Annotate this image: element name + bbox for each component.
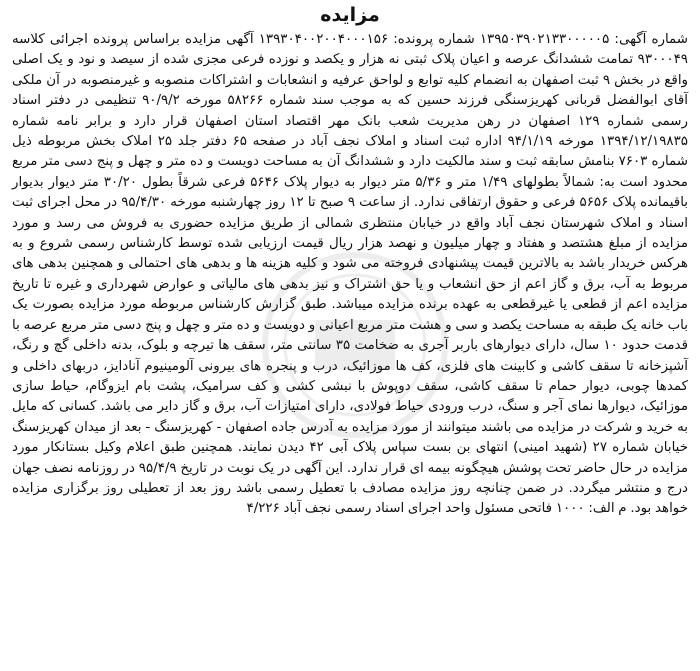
notice-body: [12, 30, 688, 520]
notice-paragraph: شماره آگهی: ۱۳۹۵۰۳۹۰۲۱۳۳۰۰۰۰۰۵ شماره پرونده: ۱۳۹۳۰۴۰۰۲۰۰۴۰۰۰۱۵۶ آگهی مزایده براساس پرونده اجرائی کلاسه ۹۳۰۰۰۴۹ تمامت ششدانگ عرصه و اعیان پلاک ثبتی نه هزار و یکصد و نوزده فرعی مجزی شده از سیصد و نود و یک اصلی واقع در بخش ۹ ثبت اصفهان به انضمام کلیه توابع و لواحق عرفیه و انشعابات و اشتراکات منصوبه و غیرمنصوبه در آن ملکی آقای ابوالفضل قربانی کهریزسنگی فرزند حسین که به موجب سند شماره ۵۸۲۶۶ مورخه ۹۰/۹/۲ تنظیمی در دفتر اسناد رسمی شماره ۱۲۹ اصفهان در رهن مدیریت شعب بانک مهر اقتصاد استان اصفهان قرار دارد و برابر نامه شماره ۱۳۹۴/۱۲/۱۹۸۳۵ مورخه ۹۴/۱/۱۹ اداره ثبت اسناد و املاک نجف آباد در صفحه ۶۵ دفتر جلد ۲۵ املاک بخش مربوطه ذیل شماره ۷۶۰۳ بنامش سابقه ثبت و سند مالکیت دارد و ششدانگ آن به مساحت دویست و ده متر و چهل و پنج دسی متر مربع محدود است به: شمالاً بطولهای ۱/۴۹ متر و ۵/۳۶ متر دیوار به دیوار پلاک ۵۶۴۶ فرعی شرقاً بطول ۳۰/۲۰ متر دیوار بدیوار باقیمانده پلاک ۵۶۵۶ فرعی و حقوق ارتفاقی ندارد. از ساعت ۹ صبح تا ۱۲ روز چهارشنبه مورخه ۹۵/۴/۳۰ در محل اجرای ثبت اسناد و املاک شهرستان نجف آباد واقع در خیابان منتظری شمالی از طریق مزایده حضوری به فروش می رسد و مورد مزایده از مبلغ هشتصد و هفتاد و چهار میلیون و نهصد هزار ریال قیمت ارزیابی شده توسط کارشناس رسمی شروع و به هرکس خریدار باشد به بالاترین قیمت پیشنهادی فروخته می شود و کلیه هزینه ها و بدهی های احتمالی و همچنین بدهی های مربوط به آب، برق و گاز اعم از حق انشعاب و یا حق اشتراک و نیز بدهی های مالیاتی و عوارض شهرداری و غیره تا تاریخ مزایده اعم از قطعی یا غیرقطعی به عهده برنده مزایده میباشد. طبق گزارش کارشناس مربوطه مورد مزایده بصورت یک باب خانه یک طبقه به مساحت یکصد و سی و هشت متر مربع اعیانی و دویست و ده متر و چهل و پنج دسی متر مربع عرصه با قدمت حدود ۱۰ سال، دارای دیوارهای باربر آجری به ضخامت ۳۵ سانتی متر، سقف ها تیرچه و بلوک، بدنه داخلی گچ و رنگ، آشپزخانه تا سقف کاشی و کابینت های فلزی، کف ها موزائیک، درب و پنجره های بیرونی آلومینیوم آنادایز، دربهای داخلی و کمدها چوبی، دیوار حمام تا سقف کاشی، سقف دوپوش با نبشی کشی و کف سرامیک، پشت بام ایزوگام، حیاط سازی موزائیک، دیوارها نمای آجر و سنگ، درب ورودی حیاط فولادی، دارای امتیازات آب، برق و گاز دایر می باشد. کسانی که مایل به خرید و شرکت در مزایده می باشند میتوانند از مورد مزایده به آدرس جاده اصفهان - کهریزسنگ - بعد از میدان کهریزسنگ خیابان شماره ۲۷ (شهید امینی) انتهای بن بست سپاس پلاک آبی ۴۲ دیدن نمایند. همچنین طبق اعلام وکیل بستانکار مورد مزایده در حال حاضر تحت پوشش هیچگونه بیمه ای قرار ندارد. این آگهی در یک نوبت در تاریخ ۹۵/۴/۹ در روزنامه نصف جهان درج و منتشر میگردد. در ضمن چنانچه روز مزایده مصادف با تعطیل رسمی باشد روز بعد از تعطیلی روز برگزاری مزایده خواهد بود. م الف: ۱۰۰۰ فاتحی مسئول واحد اجرای اسناد رسمی نجف آباد ۴/۲۲۶: [12, 32, 689, 517]
page-title: مزایده: [320, 4, 380, 26]
